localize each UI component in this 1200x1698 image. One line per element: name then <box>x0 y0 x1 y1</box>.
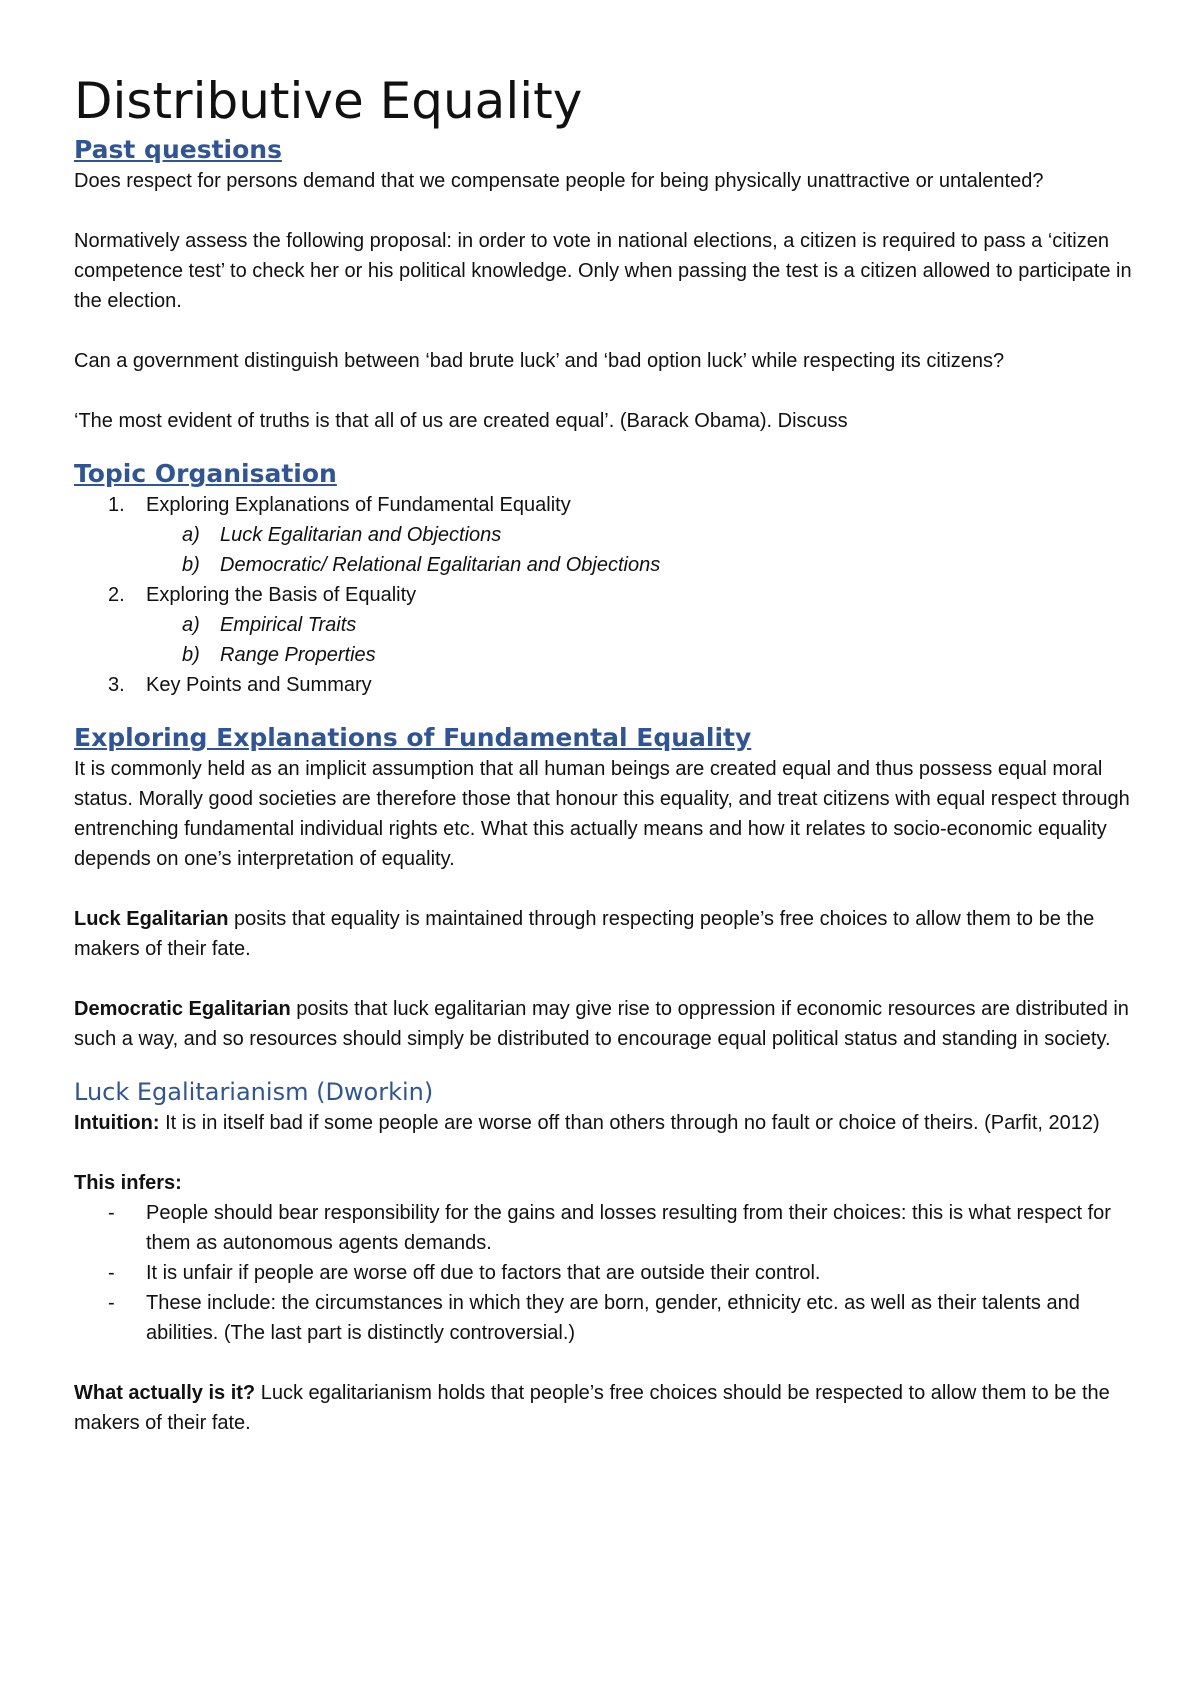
topic-list <box>74 490 1134 700</box>
list-item <box>74 1198 1134 1258</box>
infers-label-text: This infers: <box>74 1172 182 1194</box>
what-is-it-paragraph <box>74 1378 1134 1438</box>
topic-item-1 <box>74 490 1134 520</box>
intuition-text: It is in itself bad if some people are worse off than others through no fault or choice of theirs. (Parfit, 2012) <box>159 1112 1100 1134</box>
democratic-egalitarian-text: posits that luck egalitarian may give rise to oppression if economic resources are distributed in such a way, and so resources should simply be distributed to encourage equal political status and standing in society. <box>74 998 1129 1050</box>
luck-egalitarian-term: Luck Egalitarian <box>74 908 229 930</box>
list-item <box>74 1288 1134 1348</box>
topic-label: Range Properties <box>220 644 376 666</box>
topic-label: Empirical Traits <box>220 614 357 636</box>
topic-number: 3. <box>108 674 125 696</box>
past-question-2: Normatively assess the following proposal: in order to vote in national elections, a citizen is required to pass a ‘citizen competence test’ to check her or his political knowledge. Only when passing the test is a citizen allowed to participate in the election. <box>74 230 1132 312</box>
past-question-1: Does respect for persons demand that we compensate people for being physically unattractive or untalented? <box>74 170 1044 192</box>
topic-number: a) <box>182 614 200 636</box>
document-page <box>74 70 1134 1438</box>
what-is-it-text: Luck egalitarianism holds that people’s free choices should be respected to allow them to be the makers of their fate. <box>74 1382 1110 1434</box>
topic-label: Exploring Explanations of Fundamental Equality <box>146 494 571 516</box>
list-item-text: It is unfair if people are worse off due to factors that are outside their control. <box>146 1262 821 1284</box>
luck-egalitarianism-heading: Luck Egalitarianism (Dworkin) <box>74 1078 434 1106</box>
dash-marker: - <box>108 1202 115 1224</box>
topic-item-3 <box>74 670 1134 700</box>
topic-item-2b <box>74 640 1134 670</box>
luck-egalitarian-definition <box>74 904 1134 964</box>
intuition-paragraph <box>74 1108 1134 1138</box>
exploring-intro: It is commonly held as an implicit assumption that all human beings are created equal and thus possess equal moral status. Morally good societies are therefore those that honour this equality, and treat citizens with equal respect through entrenching fundamental individual rights etc. What this actually means and how it relates to socio-economic equality depends on one’s interpretation of equality. <box>74 758 1130 870</box>
list-item <box>74 1258 1134 1288</box>
what-is-it-term: What actually is it? <box>74 1382 256 1404</box>
democratic-egalitarian-term: Democratic Egalitarian <box>74 998 291 1020</box>
infers-list <box>74 1198 1134 1348</box>
topic-number: b) <box>182 554 200 576</box>
infers-label <box>74 1168 1134 1198</box>
topic-item-1b <box>74 550 1134 580</box>
topic-item-2a <box>74 610 1134 640</box>
topic-label: Democratic/ Relational Egalitarian and Objections <box>220 554 661 576</box>
past-question-3: Can a government distinguish between ‘bad brute luck’ and ‘bad option luck’ while respecting its citizens? <box>74 350 1005 372</box>
dash-marker: - <box>108 1262 115 1284</box>
topic-number: b) <box>182 644 200 666</box>
topic-organisation-heading: Topic Organisation <box>74 459 337 488</box>
dash-marker: - <box>108 1292 115 1314</box>
topic-number: 2. <box>108 584 125 606</box>
topic-label: Exploring the Basis of Equality <box>146 584 417 606</box>
exploring-heading: Exploring Explanations of Fundamental Equality <box>74 723 752 752</box>
topic-item-1a <box>74 520 1134 550</box>
topic-number: 1. <box>108 494 125 516</box>
topic-number: a) <box>182 524 200 546</box>
past-question-4: ‘The most evident of truths is that all of us are created equal’. (Barack Obama). Discuss <box>74 410 848 432</box>
topic-item-2 <box>74 580 1134 610</box>
document-title: Distributive Equality <box>74 72 583 130</box>
list-item-text: People should bear responsibility for the gains and losses resulting from their choices: this is what respect for them as autonomous agents demands. <box>146 1202 1111 1254</box>
topic-label: Luck Egalitarian and Objections <box>220 524 502 546</box>
luck-egalitarian-text: posits that equality is maintained through respecting people’s free choices to allow them to be the makers of their fate. <box>74 908 1095 960</box>
intuition-term: Intuition: <box>74 1112 160 1134</box>
past-questions-heading: Past questions <box>74 135 282 164</box>
list-item-text: These include: the circumstances in which they are born, gender, ethnicity etc. as well as their talents and abilities. (The last part is distinctly controversial.) <box>146 1292 1080 1344</box>
topic-label: Key Points and Summary <box>146 674 372 696</box>
democratic-egalitarian-definition <box>74 994 1134 1054</box>
